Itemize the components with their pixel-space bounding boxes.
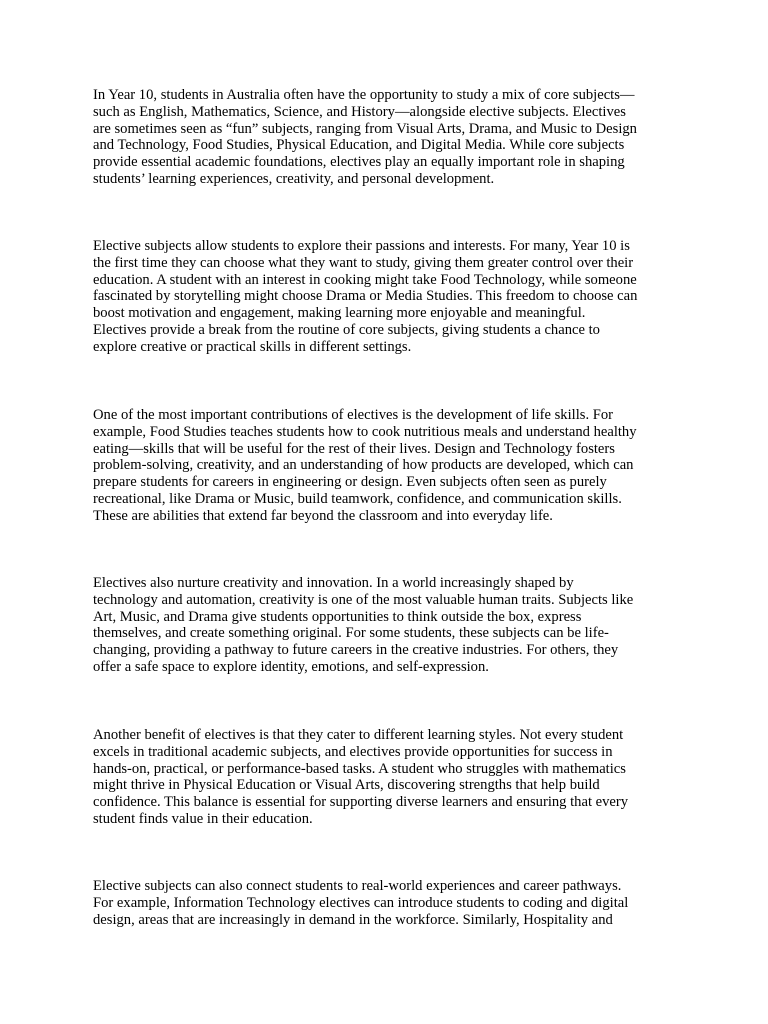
paragraph-career-pathways: Elective subjects can also connect students to real-world experiences and career pathways. For example, Information Technology electives can introduce students to coding and digital design, areas that are increasingly in demand in the workforce. Similarly, Hospitality and xyxy=(93,878,629,928)
paragraph-creativity: Electives also nurture creativity and innovation. In a world increasingly shaped by technology and automation, creativity is one of the most valuable human traits. Subjects like Art, Music, and Drama give students opportunities to think outside the box, express themselves, and create something original. For some students, these subjects can be life- changing, providing a pathway to future careers in the creative industries. For others, they offer a safe space to explore identity, emotions, and self-expression. xyxy=(93,575,634,675)
paragraph-intro: In Year 10, students in Australia often have the opportunity to study a mix of core subjects— such as English, Mathematics, Science, and History—alongside elective subjects. Electives are sometimes seen as “fun” subjects, ranging from Visual Arts, Drama, and Music to Design and Technology, Food Studies, Physical Education, and Digital Media. While core subjects provide essential academic foundations, electives play an equally important role in shaping students’ learning experiences, creativity, and personal development. xyxy=(93,87,637,187)
paragraph-life-skills: One of the most important contributions of electives is the development of life skills. For example, Food Studies teaches students how to cook nutritious meals and understand healthy eating—skills that will be useful for the rest of their lives. Design and Technology fosters problem-solving, creativity, and an understanding of how products are developed, which can prepare students for careers in engineering or design. Even subjects often seen as purely recreational, like Drama or Music, build teamwork, confidence, and communication skills. These are abilities that extend far beyond the classroom and into everyday life. xyxy=(93,407,637,524)
paragraph-learning-styles: Another benefit of electives is that they cater to different learning styles. Not every student excels in traditional academic subjects, and electives provide opportunities for success in hands-on, practical, or performance-based tasks. A student who struggles with mathematics might thrive in Physical Education or Visual Arts, discovering strengths that help build confidence. This balance is essential for supporting diverse learners and ensuring that every student finds value in their education. xyxy=(93,727,629,827)
paragraph-passions: Elective subjects allow students to explore their passions and interests. For many, Year 10 is the first time they can choose what they want to study, giving them greater control over their education. A student with an interest in cooking might take Food Technology, while someone fascinated by storytelling might choose Drama or Media Studies. This freedom to choose can boost motivation and engagement, making learning more enjoyable and meaningful. Electives provide a break from the routine of core subjects, giving students a chance to explore creative or practical skills in different settings. xyxy=(93,238,638,355)
